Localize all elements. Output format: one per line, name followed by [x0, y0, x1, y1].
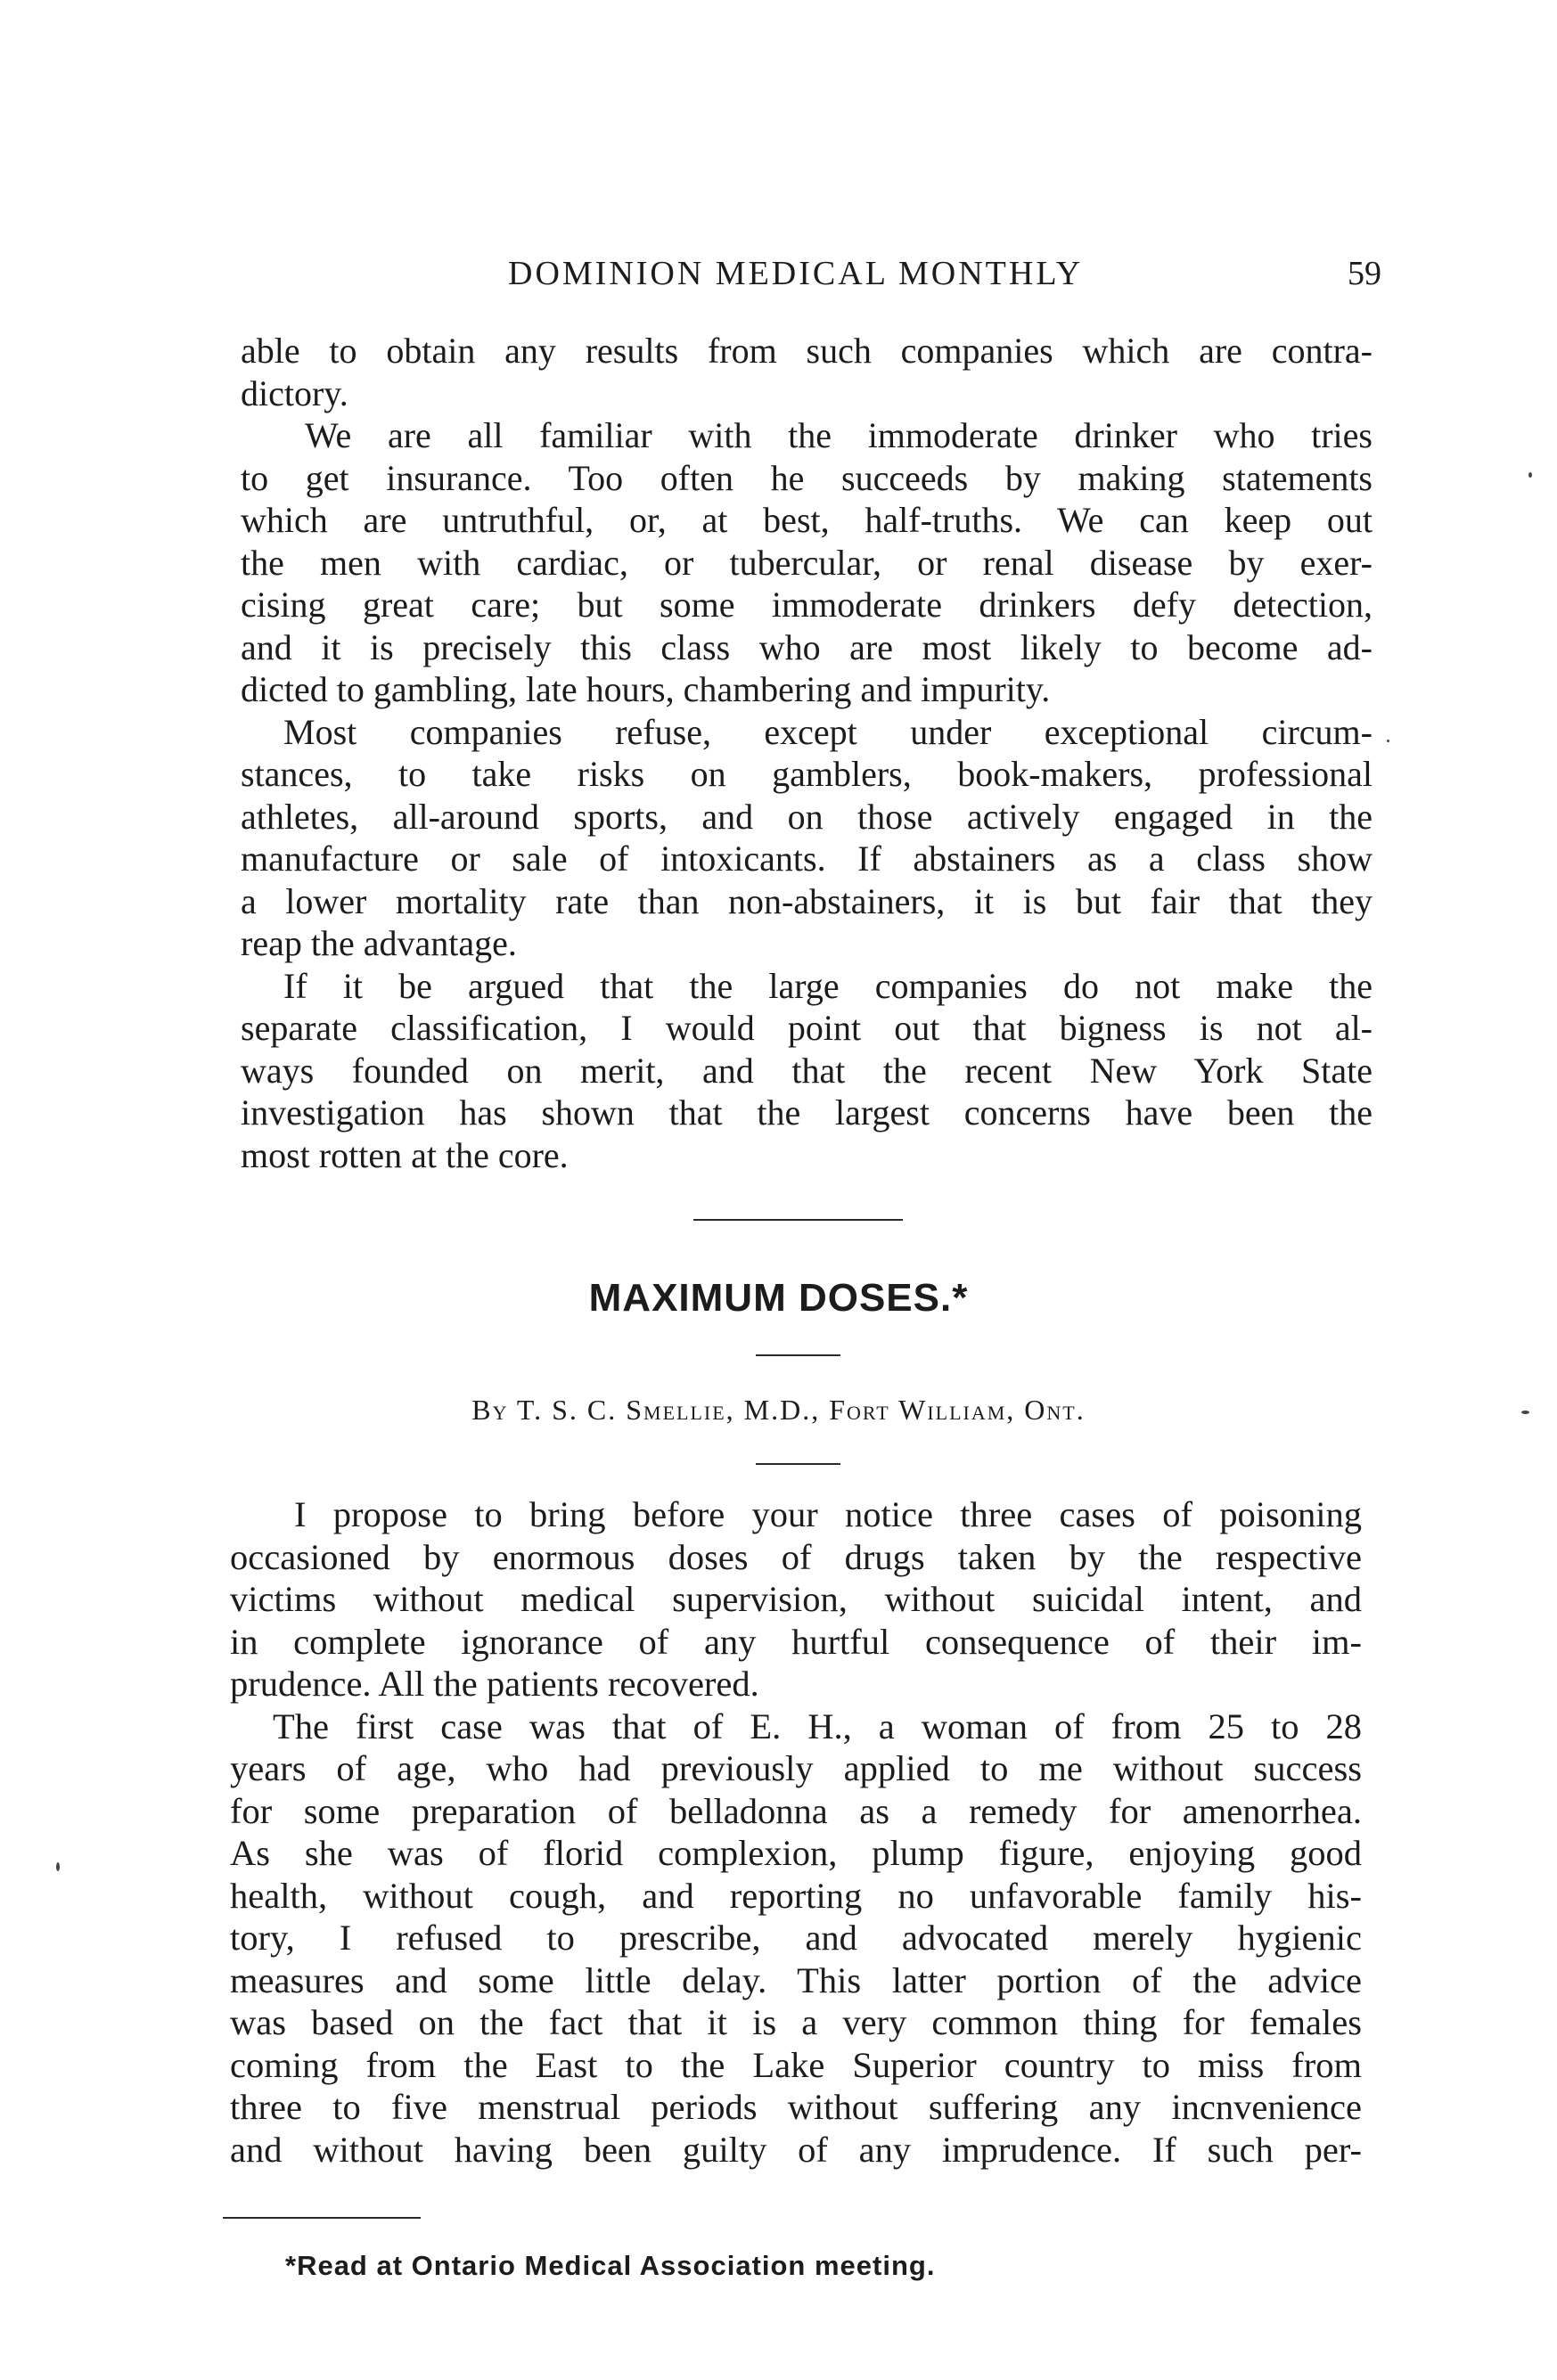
section-divider-rule — [693, 1219, 903, 1221]
text-line: If it be argued that the large companies do not make the — [283, 965, 1373, 1006]
text-line: able to obtain any results from such companies which are contra- — [241, 331, 1373, 371]
text-line: stances, to take risks on gamblers, book-makers, professional — [241, 754, 1373, 794]
scan-speck — [1387, 740, 1389, 742]
running-head — [241, 254, 1381, 297]
text-line: tory, I refused to prescribe, and advocated merely hygienic — [230, 1918, 1362, 1958]
text-line: dictory. — [241, 372, 348, 413]
text-line: victims without medical supervision, without suicidal intent, and — [230, 1579, 1362, 1619]
text-line: for some preparation of belladonna as a remedy for amenorrhea. — [230, 1790, 1362, 1831]
text-line: a lower mortality rate than non-abstainers, it is but fair that they — [241, 880, 1373, 921]
text-line: reap the advantage. — [241, 923, 517, 963]
text-line: investigation has shown that the largest concerns have been the — [241, 1092, 1373, 1133]
text-line: was based on the fact that it is a very common thing for females — [230, 2002, 1362, 2042]
text-line: years of age, who had previously applied to me without success — [230, 1748, 1362, 1788]
title-rule — [756, 1354, 840, 1356]
page-number: 59 — [1348, 255, 1381, 292]
text-line: to get insurance. Too often he succeeds by making statements — [241, 457, 1373, 498]
text-line: prudence. All the patients recovered. — [230, 1664, 759, 1704]
text-line: coming from the East to the Lake Superior country to miss from — [230, 2044, 1362, 2085]
text-line: We are all familiar with the immoderate drinker who tries — [305, 415, 1373, 455]
text-line: I propose to bring before your notice three cases of poisoning — [294, 1494, 1362, 1534]
text-line: cising great care; but some immoderate drinkers defy detection, — [241, 585, 1373, 625]
text-line: manufacture or sale of intoxicants. If abstainers as a class show — [241, 838, 1373, 879]
text-line: which are untruthful, or, at best, half-truths. We can keep out — [241, 500, 1373, 540]
byline-rule — [756, 1463, 840, 1465]
text-line: dicted to gambling, late hours, chambering and impurity. — [241, 669, 1051, 709]
text-line: and it is precisely this class who are most likely to become ad- — [241, 626, 1373, 667]
continued-text-block — [241, 330, 1373, 1176]
text-line: three to five menstrual periods without suffering any incnvenience — [230, 2087, 1362, 2127]
article-body — [230, 1493, 1362, 2171]
text-line: the men with cardiac, or tubercular, or renal disease by exer- — [241, 542, 1373, 583]
text-line: The first case was that of E. H., a woman of from 25 to 28 — [273, 1705, 1362, 1746]
text-line: and without having been guilty of any imprudence. If such per- — [230, 2129, 1362, 2170]
scan-speck — [56, 1862, 60, 1871]
text-line: most rotten at the core. — [241, 1134, 569, 1175]
article-byline: By T. S. C. Smellie, M.D., Fort William, Ont. — [471, 1394, 1086, 1426]
article-title: MAXIMUM DOSES.* — [588, 1276, 969, 1320]
text-line: athletes, all-around sports, and on those actively engaged in the — [241, 796, 1373, 837]
text-line: occasioned by enormous doses of drugs taken by the respective — [230, 1536, 1362, 1577]
text-line: Most companies refuse, except under exceptional circum- — [283, 711, 1373, 752]
text-line: ways founded on merit, and that the recent New York State — [241, 1050, 1373, 1091]
journal-title: DOMINION MEDICAL MONTHLY — [508, 255, 1084, 292]
text-line: measures and some little delay. This latter portion of the advice — [230, 1959, 1362, 2000]
text-line: in complete ignorance of any hurtful consequence of their im- — [230, 1621, 1362, 1662]
text-line: separate classification, I would point out that bigness is not al- — [241, 1008, 1373, 1048]
scan-speck — [1528, 472, 1532, 478]
text-line: health, without cough, and reporting no unfavorable family his- — [230, 1875, 1362, 1916]
text-line: As she was of florid complexion, plump figure, enjoying good — [230, 1833, 1362, 1873]
footnote: *Read at Ontario Medical Association meeting. — [285, 2250, 936, 2281]
scan-speck — [1521, 1411, 1529, 1414]
footnote-rule — [223, 2217, 421, 2219]
